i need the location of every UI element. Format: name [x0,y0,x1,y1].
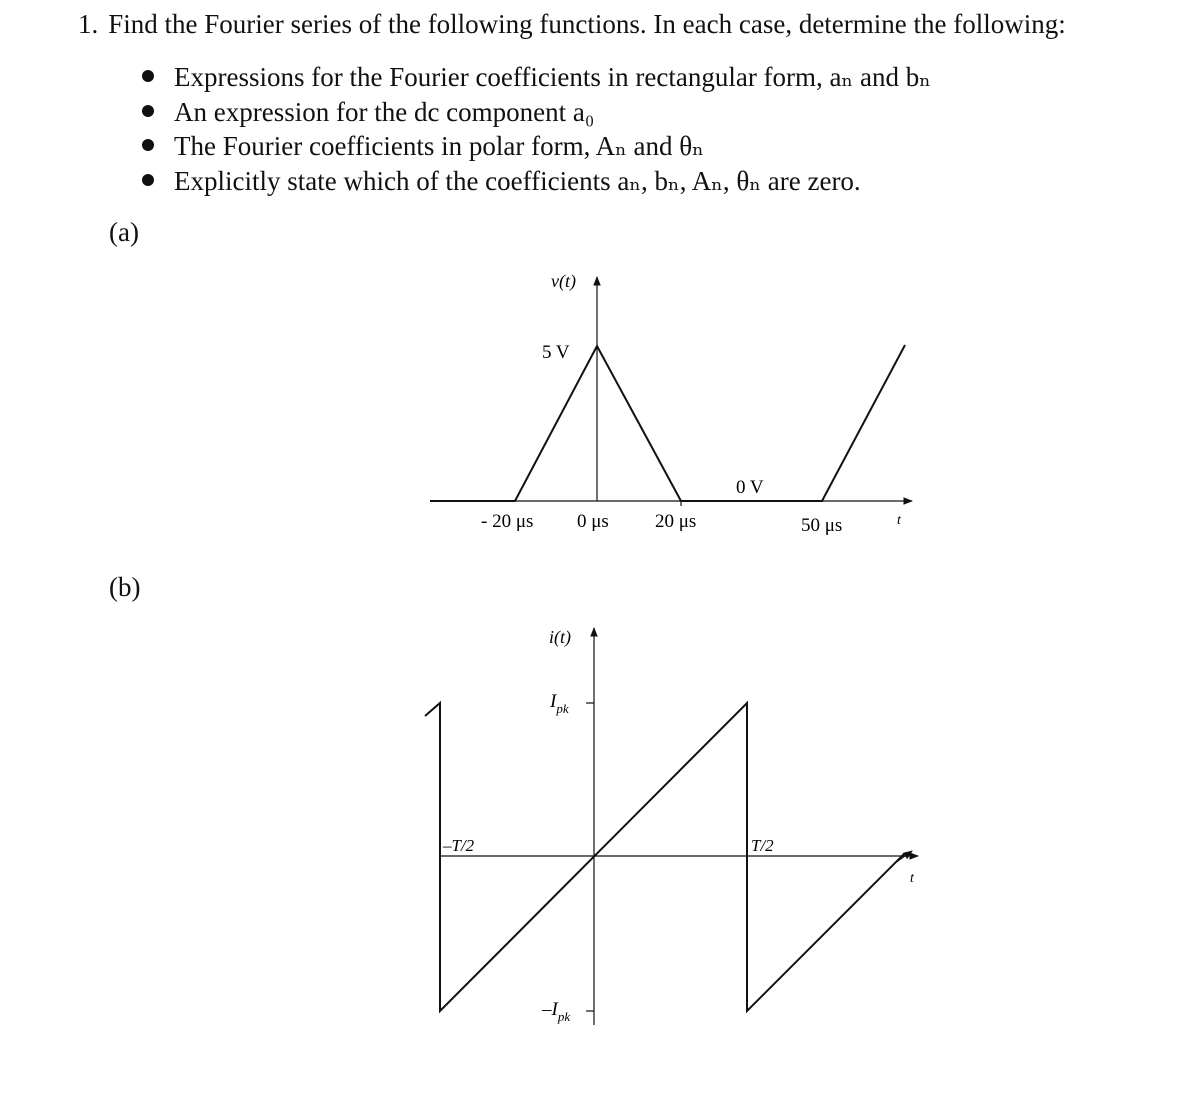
figure-b-pos-peak-label: $I_{pk}$ [550,691,569,716]
figure-b-waveform [425,703,904,1011]
figure-a [430,277,912,506]
figure-a-tick-label: - 20 μs [481,511,534,532]
figure-a-zero-label: 0 V [736,477,764,498]
figure-a-tick-label: 20 μs [655,511,697,532]
figure-a-tick-label: 0 μs [577,511,609,532]
figure-a-y-label: v(t) [551,271,576,291]
part-a-label: (a) [109,217,139,247]
question-number: 1. [78,9,99,39]
part-b-label: (b) [109,572,141,602]
list-item: The Fourier coefficients in polar form, Aₙ and θₙ [142,129,931,164]
list-item: Explicitly state which of the coefficients aₙ, bₙ, Aₙ, θₙ are zero. [142,164,931,199]
figure-b-right-label: T/2 [751,836,774,855]
figure-b-neg-peak-label: $-I_{pk}$ [542,999,571,1024]
figure-b [425,628,918,1025]
figure-b-x-label: t [910,871,914,886]
figure-b-waveform-arrow [895,851,912,863]
figure-a-tick-label: 50 μs [801,515,843,536]
figure-b-left-label: –T/2 [443,836,475,855]
figure-a-x-label: t [897,513,901,528]
list-item: An expression for the dc component a₀ [142,95,931,130]
question-text: Find the Fourier series of the following functions. In each case, determine the following: [108,9,1066,39]
list-item: Expressions for the Fourier coefficients in rectangular form, aₙ and bₙ [142,60,931,95]
figure-a-waveform [430,345,905,501]
figure-a-peak-label: 5 V [542,342,570,363]
figure-b-y-label: i(t) [549,627,571,647]
